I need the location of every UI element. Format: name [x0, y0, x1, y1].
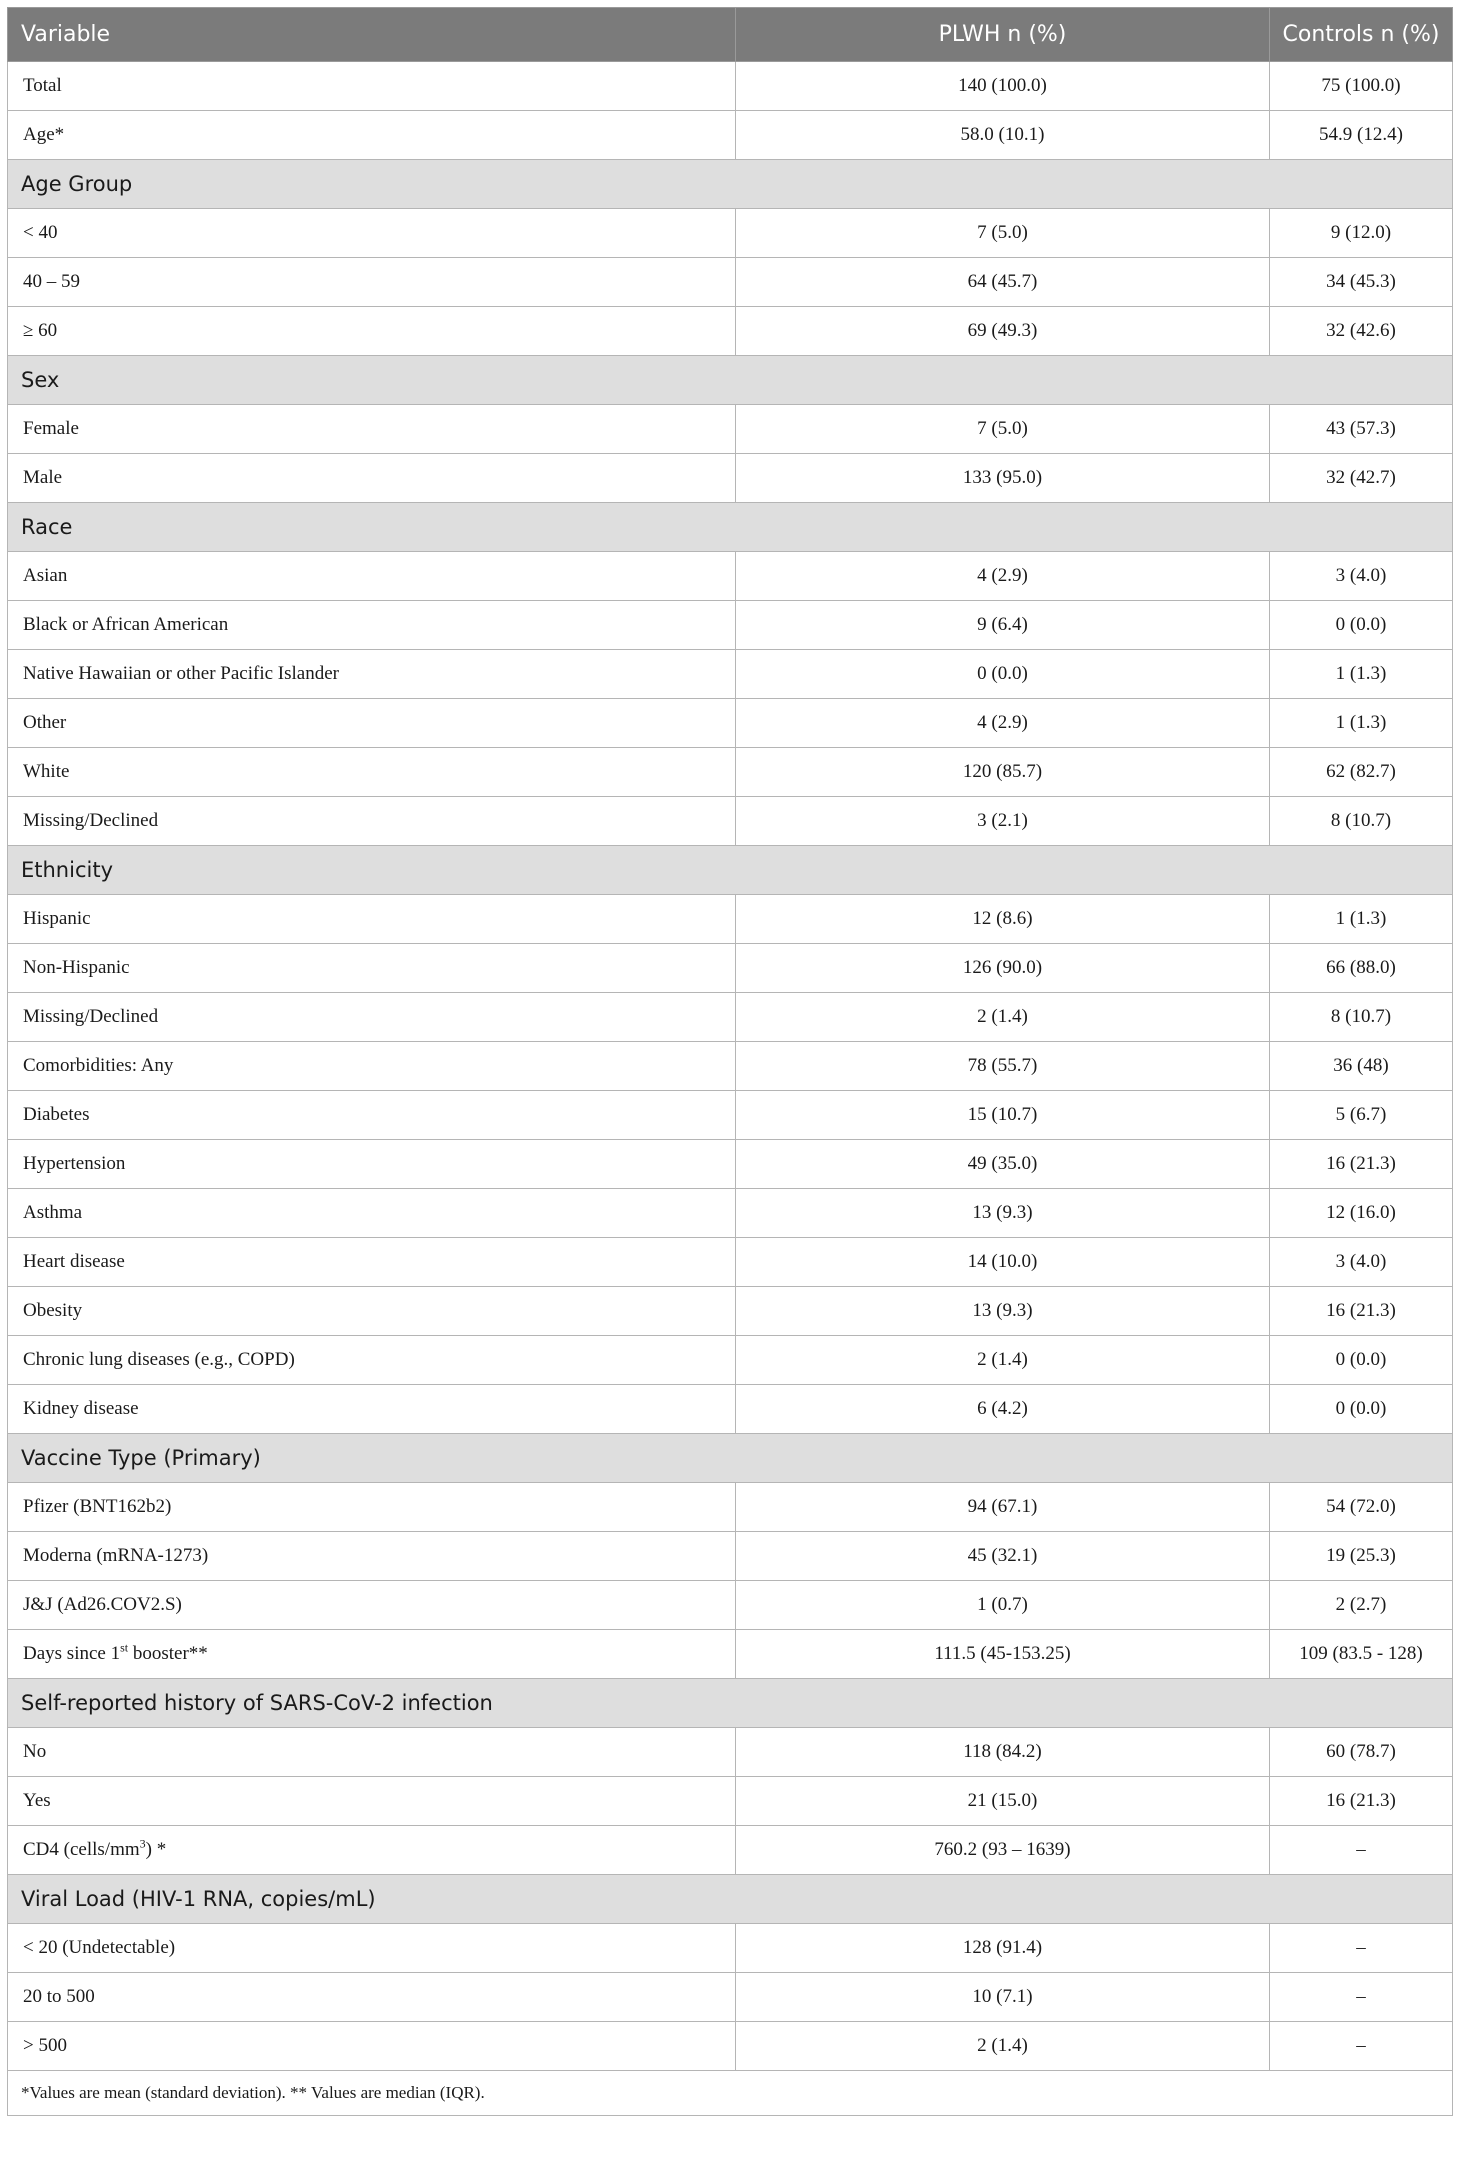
- variable-cell: Kidney disease: [8, 1385, 736, 1434]
- table-row: [8, 1238, 1453, 1287]
- table-row: [8, 601, 1453, 650]
- section-label: Viral Load (HIV-1 RNA, copies/mL): [8, 1875, 1453, 1924]
- table-row: [8, 1532, 1453, 1581]
- controls-cell: 32 (42.7): [1270, 454, 1453, 503]
- plwh-cell: 58.0 (10.1): [736, 111, 1270, 160]
- variable-cell: Black or African American: [8, 601, 736, 650]
- controls-cell: 60 (78.7): [1270, 1728, 1453, 1777]
- plwh-cell: 4 (2.9): [736, 552, 1270, 601]
- controls-cell: 8 (10.7): [1270, 993, 1453, 1042]
- variable-label-suffix: ) *: [145, 1839, 167, 1860]
- plwh-cell: 2 (1.4): [736, 993, 1270, 1042]
- plwh-cell: 120 (85.7): [736, 748, 1270, 797]
- variable-cell: Female: [8, 405, 736, 454]
- plwh-cell: 13 (9.3): [736, 1287, 1270, 1336]
- table-row: [8, 552, 1453, 601]
- plwh-cell: 140 (100.0): [736, 62, 1270, 111]
- plwh-cell: 760.2 (93 – 1639): [736, 1826, 1270, 1875]
- controls-cell: 2 (2.7): [1270, 1581, 1453, 1630]
- table-row: [8, 1336, 1453, 1385]
- variable-cell: Age*: [8, 111, 736, 160]
- section-header-row: [8, 1875, 1453, 1924]
- variable-cell: 40 – 59: [8, 258, 736, 307]
- table-header: [8, 8, 1453, 62]
- variable-cell: 20 to 500: [8, 1973, 736, 2022]
- plwh-cell: 133 (95.0): [736, 454, 1270, 503]
- controls-cell: 43 (57.3): [1270, 405, 1453, 454]
- plwh-cell: 13 (9.3): [736, 1189, 1270, 1238]
- table-row: [8, 650, 1453, 699]
- controls-cell: 9 (12.0): [1270, 209, 1453, 258]
- controls-cell: 32 (42.6): [1270, 307, 1453, 356]
- controls-cell: 109 (83.5 - 128): [1270, 1630, 1453, 1679]
- controls-cell: 1 (1.3): [1270, 699, 1453, 748]
- variable-cell: Total: [8, 62, 736, 111]
- plwh-cell: 2 (1.4): [736, 1336, 1270, 1385]
- section-label: Age Group: [8, 160, 1453, 209]
- variable-cell: Comorbidities: Any: [8, 1042, 736, 1091]
- section-header-row: [8, 356, 1453, 405]
- table-footer: [8, 2071, 1453, 2116]
- controls-cell: –: [1270, 1826, 1453, 1875]
- variable-cell: Heart disease: [8, 1238, 736, 1287]
- controls-cell: 8 (10.7): [1270, 797, 1453, 846]
- variable-cell: Chronic lung diseases (e.g., COPD): [8, 1336, 736, 1385]
- plwh-cell: 6 (4.2): [736, 1385, 1270, 1434]
- variable-cell: Hispanic: [8, 895, 736, 944]
- section-header-row: [8, 846, 1453, 895]
- table-body: [8, 62, 1453, 2071]
- controls-cell: 36 (48): [1270, 1042, 1453, 1091]
- section-label: Sex: [8, 356, 1453, 405]
- variable-cell: Other: [8, 699, 736, 748]
- variable-cell: Moderna (mRNA-1273): [8, 1532, 736, 1581]
- section-label: Self-reported history of SARS-CoV-2 infection: [8, 1679, 1453, 1728]
- variable-cell: Asian: [8, 552, 736, 601]
- table-row: [8, 1385, 1453, 1434]
- controls-cell: 0 (0.0): [1270, 1336, 1453, 1385]
- controls-cell: 12 (16.0): [1270, 1189, 1453, 1238]
- plwh-cell: 128 (91.4): [736, 1924, 1270, 1973]
- table-row: [8, 895, 1453, 944]
- section-header-row: [8, 160, 1453, 209]
- table-row: [8, 1140, 1453, 1189]
- variable-cell: Missing/Declined: [8, 993, 736, 1042]
- table-row: [8, 1483, 1453, 1532]
- table-row: [8, 1630, 1453, 1679]
- controls-cell: 5 (6.7): [1270, 1091, 1453, 1140]
- table-row: [8, 1287, 1453, 1336]
- variable-label: Days since 1: [23, 1643, 121, 1664]
- header-controls: Controls n (%): [1270, 8, 1453, 62]
- plwh-cell: 9 (6.4): [736, 601, 1270, 650]
- table-row: [8, 209, 1453, 258]
- table-row: [8, 111, 1453, 160]
- variable-label-superscript: st: [120, 1640, 129, 1655]
- variable-label-superscript: 3: [139, 1836, 146, 1851]
- variable-cell: No: [8, 1728, 736, 1777]
- variable-cell: Male: [8, 454, 736, 503]
- header-row: [8, 8, 1453, 62]
- plwh-cell: 78 (55.7): [736, 1042, 1270, 1091]
- demographics-table: [7, 7, 1453, 2116]
- table-row: [8, 62, 1453, 111]
- table-row: [8, 1826, 1453, 1875]
- controls-cell: –: [1270, 2022, 1453, 2071]
- variable-cell: Hypertension: [8, 1140, 736, 1189]
- plwh-cell: 10 (7.1): [736, 1973, 1270, 2022]
- table-row: [8, 1973, 1453, 2022]
- controls-cell: 16 (21.3): [1270, 1140, 1453, 1189]
- table-row: [8, 2022, 1453, 2071]
- plwh-cell: 1 (0.7): [736, 1581, 1270, 1630]
- controls-cell: 0 (0.0): [1270, 1385, 1453, 1434]
- controls-cell: 1 (1.3): [1270, 650, 1453, 699]
- plwh-cell: 94 (67.1): [736, 1483, 1270, 1532]
- variable-cell: ≥ 60: [8, 307, 736, 356]
- plwh-cell: 64 (45.7): [736, 258, 1270, 307]
- header-plwh: PLWH n (%): [736, 8, 1270, 62]
- controls-cell: 16 (21.3): [1270, 1287, 1453, 1336]
- variable-label-suffix: booster**: [128, 1643, 208, 1664]
- section-label: Ethnicity: [8, 846, 1453, 895]
- controls-cell: 1 (1.3): [1270, 895, 1453, 944]
- plwh-cell: 45 (32.1): [736, 1532, 1270, 1581]
- controls-cell: 54.9 (12.4): [1270, 111, 1453, 160]
- plwh-cell: 7 (5.0): [736, 405, 1270, 454]
- table-row: [8, 1581, 1453, 1630]
- plwh-cell: 49 (35.0): [736, 1140, 1270, 1189]
- plwh-cell: 111.5 (45-153.25): [736, 1630, 1270, 1679]
- section-header-row: [8, 1434, 1453, 1483]
- variable-cell: Non-Hispanic: [8, 944, 736, 993]
- plwh-cell: 15 (10.7): [736, 1091, 1270, 1140]
- variable-cell: Missing/Declined: [8, 797, 736, 846]
- variable-cell: Yes: [8, 1777, 736, 1826]
- plwh-cell: 7 (5.0): [736, 209, 1270, 258]
- footnote: *Values are mean (standard deviation). ** Values are median (IQR).: [8, 2071, 1453, 2116]
- controls-cell: 3 (4.0): [1270, 552, 1453, 601]
- table-row: [8, 797, 1453, 846]
- controls-cell: 19 (25.3): [1270, 1532, 1453, 1581]
- variable-cell: Pfizer (BNT162b2): [8, 1483, 736, 1532]
- table-row: [8, 993, 1453, 1042]
- controls-cell: 62 (82.7): [1270, 748, 1453, 797]
- plwh-cell: 2 (1.4): [736, 2022, 1270, 2071]
- section-header-row: [8, 503, 1453, 552]
- variable-label: CD4 (cells/mm: [23, 1839, 140, 1860]
- controls-cell: 54 (72.0): [1270, 1483, 1453, 1532]
- controls-cell: 34 (45.3): [1270, 258, 1453, 307]
- table-row: [8, 944, 1453, 993]
- variable-cell: Asthma: [8, 1189, 736, 1238]
- demographics-table-container: [7, 7, 1452, 2116]
- footnote-row: [8, 2071, 1453, 2116]
- plwh-cell: 14 (10.0): [736, 1238, 1270, 1287]
- table-row: [8, 1924, 1453, 1973]
- section-label: Race: [8, 503, 1453, 552]
- variable-cell: > 500: [8, 2022, 736, 2071]
- variable-cell: Native Hawaiian or other Pacific Islander: [8, 650, 736, 699]
- plwh-cell: 0 (0.0): [736, 650, 1270, 699]
- controls-cell: 16 (21.3): [1270, 1777, 1453, 1826]
- table-row: [8, 307, 1453, 356]
- variable-cell: [8, 1826, 736, 1875]
- controls-cell: 0 (0.0): [1270, 601, 1453, 650]
- header-variable: Variable: [8, 8, 736, 62]
- plwh-cell: 21 (15.0): [736, 1777, 1270, 1826]
- table-row: [8, 258, 1453, 307]
- table-row: [8, 1042, 1453, 1091]
- plwh-cell: 69 (49.3): [736, 307, 1270, 356]
- variable-cell: < 40: [8, 209, 736, 258]
- table-row: [8, 405, 1453, 454]
- plwh-cell: 12 (8.6): [736, 895, 1270, 944]
- controls-cell: –: [1270, 1924, 1453, 1973]
- table-row: [8, 1091, 1453, 1140]
- table-row: [8, 1777, 1453, 1826]
- plwh-cell: 4 (2.9): [736, 699, 1270, 748]
- controls-cell: 66 (88.0): [1270, 944, 1453, 993]
- variable-cell: White: [8, 748, 736, 797]
- plwh-cell: 126 (90.0): [736, 944, 1270, 993]
- table-row: [8, 454, 1453, 503]
- controls-cell: 75 (100.0): [1270, 62, 1453, 111]
- table-row: [8, 748, 1453, 797]
- plwh-cell: 118 (84.2): [736, 1728, 1270, 1777]
- variable-cell: [8, 1630, 736, 1679]
- section-header-row: [8, 1679, 1453, 1728]
- table-row: [8, 1728, 1453, 1777]
- variable-cell: Obesity: [8, 1287, 736, 1336]
- table-row: [8, 699, 1453, 748]
- section-label: Vaccine Type (Primary): [8, 1434, 1453, 1483]
- variable-cell: J&J (Ad26.COV2.S): [8, 1581, 736, 1630]
- variable-cell: Diabetes: [8, 1091, 736, 1140]
- plwh-cell: 3 (2.1): [736, 797, 1270, 846]
- variable-cell: < 20 (Undetectable): [8, 1924, 736, 1973]
- controls-cell: 3 (4.0): [1270, 1238, 1453, 1287]
- controls-cell: –: [1270, 1973, 1453, 2022]
- table-row: [8, 1189, 1453, 1238]
